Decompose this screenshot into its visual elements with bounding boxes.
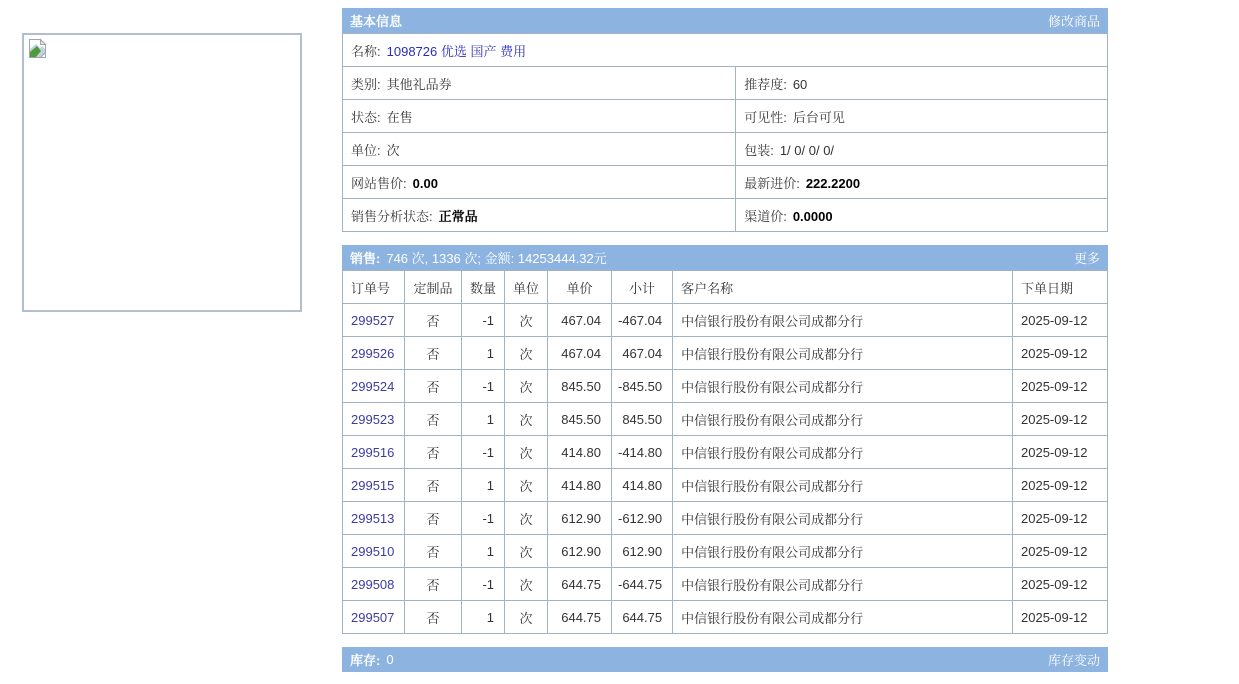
package-label: 包装: xyxy=(744,142,774,158)
custom-cell: 否 xyxy=(405,337,462,370)
qty-cell: -1 xyxy=(462,436,505,469)
order-link[interactable]: 299527 xyxy=(351,312,395,328)
date-cell: 2025-09-12 xyxy=(1013,337,1108,370)
broken-image-icon xyxy=(27,38,48,59)
customer-cell: 中信银行股份有限公司成都分行 xyxy=(673,601,1013,634)
basic-info-table xyxy=(342,33,1108,232)
price-cell: 644.75 xyxy=(548,568,612,601)
customer-cell: 中信银行股份有限公司成都分行 xyxy=(673,535,1013,568)
qty-cell: 1 xyxy=(462,403,505,436)
status-value: 在售 xyxy=(386,109,413,125)
price-cell: 467.04 xyxy=(548,337,612,370)
unit-value: 次 xyxy=(386,142,400,158)
price-cell: 612.90 xyxy=(548,502,612,535)
customer-cell: 中信银行股份有限公司成都分行 xyxy=(673,403,1013,436)
customer-cell: 中信银行股份有限公司成都分行 xyxy=(673,370,1013,403)
date-cell: 2025-09-12 xyxy=(1013,370,1108,403)
analysis-row xyxy=(343,199,1108,232)
subtotal-cell: -414.80 xyxy=(612,436,673,469)
recommendation-label: 推荐度: xyxy=(744,76,787,92)
subtotal-cell: 644.75 xyxy=(612,601,673,634)
unit-cell: 次 xyxy=(505,337,548,370)
order-cell xyxy=(343,535,405,568)
sales-summary: 746 次, 1336 次; 金额: 14253444.32元 xyxy=(386,251,607,266)
date-cell: 2025-09-12 xyxy=(1013,403,1108,436)
status-label: 状态: xyxy=(351,109,381,125)
unit-cell: 次 xyxy=(505,403,548,436)
sales-header xyxy=(342,245,1108,270)
unit-cell: 次 xyxy=(505,469,548,502)
inventory-header xyxy=(342,647,1108,672)
qty-cell: 1 xyxy=(462,535,505,568)
order-cell xyxy=(343,436,405,469)
sales-table-row xyxy=(343,304,1108,337)
sales-analysis-label: 销售分析状态: xyxy=(351,208,433,224)
order-cell xyxy=(343,568,405,601)
qty-cell: -1 xyxy=(462,502,505,535)
sales-table-row xyxy=(343,568,1108,601)
custom-cell: 否 xyxy=(405,502,462,535)
subtotal-cell: -644.75 xyxy=(612,568,673,601)
subtotal-cell: -612.90 xyxy=(612,502,673,535)
unit-cell: 次 xyxy=(505,436,548,469)
custom-cell: 否 xyxy=(405,568,462,601)
sales-table xyxy=(342,270,1108,634)
qty-cell: -1 xyxy=(462,304,505,337)
channel-price-value: 0.0000 xyxy=(792,208,833,224)
order-link[interactable]: 299515 xyxy=(351,477,395,493)
web-price-label: 网站售价: xyxy=(351,175,407,191)
order-link[interactable]: 299508 xyxy=(351,576,395,592)
qty-cell: -1 xyxy=(462,568,505,601)
product-name-link[interactable]: 1098726 优选 国产 费用 xyxy=(386,43,527,59)
sales-table-row xyxy=(343,436,1108,469)
sales-table-row xyxy=(343,469,1108,502)
unit-cell: 次 xyxy=(505,568,548,601)
sales-table-row xyxy=(343,337,1108,370)
custom-cell: 否 xyxy=(405,469,462,502)
edit-product-link[interactable]: 修改商品 xyxy=(1047,14,1100,29)
order-link[interactable]: 299526 xyxy=(351,345,395,361)
qty-cell: 1 xyxy=(462,469,505,502)
basic-info-header xyxy=(342,8,1108,33)
price-cell: 414.80 xyxy=(548,436,612,469)
more-link[interactable]: 更多 xyxy=(1073,251,1100,266)
date-cell: 2025-09-12 xyxy=(1013,568,1108,601)
order-link[interactable]: 299513 xyxy=(351,510,395,526)
category-value: 其他礼品券 xyxy=(386,76,452,92)
inventory-label: 库存: xyxy=(350,653,381,668)
purchase-price-value: 222.2200 xyxy=(805,175,861,191)
sales-table-row xyxy=(343,535,1108,568)
name-row xyxy=(343,34,1108,67)
customer-cell: 中信银行股份有限公司成都分行 xyxy=(673,568,1013,601)
price-cell: 414.80 xyxy=(548,469,612,502)
date-cell: 2025-09-12 xyxy=(1013,469,1108,502)
customer-cell: 中信银行股份有限公司成都分行 xyxy=(673,469,1013,502)
package-value: 1/ 0/ 0/ 0/ xyxy=(779,142,835,158)
unit-cell: 次 xyxy=(505,601,548,634)
header-date: 下单日期 xyxy=(1013,271,1108,304)
header-qty: 数量 xyxy=(462,271,505,304)
order-cell xyxy=(343,370,405,403)
customer-cell: 中信银行股份有限公司成都分行 xyxy=(673,436,1013,469)
date-cell: 2025-09-12 xyxy=(1013,535,1108,568)
category-label: 类别: xyxy=(351,76,381,92)
date-cell: 2025-09-12 xyxy=(1013,436,1108,469)
date-cell: 2025-09-12 xyxy=(1013,304,1108,337)
order-link[interactable]: 299507 xyxy=(351,609,395,625)
recommendation-value: 60 xyxy=(792,76,808,92)
order-cell xyxy=(343,601,405,634)
custom-cell: 否 xyxy=(405,403,462,436)
qty-cell: 1 xyxy=(462,601,505,634)
sales-title: 销售: xyxy=(350,251,381,266)
subtotal-cell: -467.04 xyxy=(612,304,673,337)
inventory-change-link[interactable]: 库存变动 xyxy=(1047,653,1100,668)
customer-cell: 中信银行股份有限公司成都分行 xyxy=(673,502,1013,535)
price-cell: 644.75 xyxy=(548,601,612,634)
order-link[interactable]: 299516 xyxy=(351,444,395,460)
basic-info-title: 基本信息 xyxy=(350,14,403,29)
order-cell xyxy=(343,337,405,370)
subtotal-cell: 612.90 xyxy=(612,535,673,568)
product-image-box xyxy=(22,33,302,312)
order-cell xyxy=(343,304,405,337)
subtotal-cell: -845.50 xyxy=(612,370,673,403)
subtotal-cell: 845.50 xyxy=(612,403,673,436)
price-cell: 612.90 xyxy=(548,535,612,568)
sales-table-row xyxy=(343,403,1108,436)
price-cell: 845.50 xyxy=(548,370,612,403)
status-row xyxy=(343,100,1108,133)
custom-cell: 否 xyxy=(405,304,462,337)
custom-cell: 否 xyxy=(405,535,462,568)
unit-cell: 次 xyxy=(505,370,548,403)
category-row xyxy=(343,67,1108,100)
header-custom: 定制品 xyxy=(405,271,462,304)
unit-label: 单位: xyxy=(351,142,381,158)
price-row xyxy=(343,166,1108,199)
order-cell xyxy=(343,502,405,535)
visibility-value: 后台可见 xyxy=(792,109,845,125)
custom-cell: 否 xyxy=(405,370,462,403)
sales-table-header-row xyxy=(343,271,1108,304)
sales-table-row xyxy=(343,370,1108,403)
customer-cell: 中信银行股份有限公司成都分行 xyxy=(673,304,1013,337)
qty-cell: -1 xyxy=(462,370,505,403)
purchase-price-label: 最新进价: xyxy=(744,175,800,191)
header-order: 订单号 xyxy=(343,271,405,304)
unit-cell: 次 xyxy=(505,535,548,568)
header-unit: 单位 xyxy=(505,271,548,304)
subtotal-cell: 414.80 xyxy=(612,469,673,502)
custom-cell: 否 xyxy=(405,436,462,469)
unit-cell: 次 xyxy=(505,502,548,535)
order-cell xyxy=(343,469,405,502)
header-customer: 客户名称 xyxy=(673,271,1013,304)
visibility-label: 可见性: xyxy=(744,109,787,125)
order-link[interactable]: 299510 xyxy=(351,543,395,559)
order-link[interactable]: 299524 xyxy=(351,378,395,394)
order-cell xyxy=(343,403,405,436)
header-price: 单价 xyxy=(548,271,612,304)
custom-cell: 否 xyxy=(405,601,462,634)
order-link[interactable]: 299523 xyxy=(351,411,395,427)
unit-row xyxy=(343,133,1108,166)
header-subtotal: 小计 xyxy=(612,271,673,304)
sales-table-row xyxy=(343,502,1108,535)
name-label: 名称: xyxy=(351,43,381,59)
sales-analysis-value: 正常品 xyxy=(438,208,478,224)
web-price-value: 0.00 xyxy=(412,175,438,191)
customer-cell: 中信银行股份有限公司成都分行 xyxy=(673,337,1013,370)
price-cell: 845.50 xyxy=(548,403,612,436)
unit-cell: 次 xyxy=(505,304,548,337)
channel-price-label: 渠道价: xyxy=(744,208,787,224)
date-cell: 2025-09-12 xyxy=(1013,502,1108,535)
qty-cell: 1 xyxy=(462,337,505,370)
subtotal-cell: 467.04 xyxy=(612,337,673,370)
detail-panel xyxy=(342,8,1108,672)
inventory-value: 0 xyxy=(386,652,394,667)
date-cell: 2025-09-12 xyxy=(1013,601,1108,634)
price-cell: 467.04 xyxy=(548,304,612,337)
sales-table-row xyxy=(343,601,1108,634)
